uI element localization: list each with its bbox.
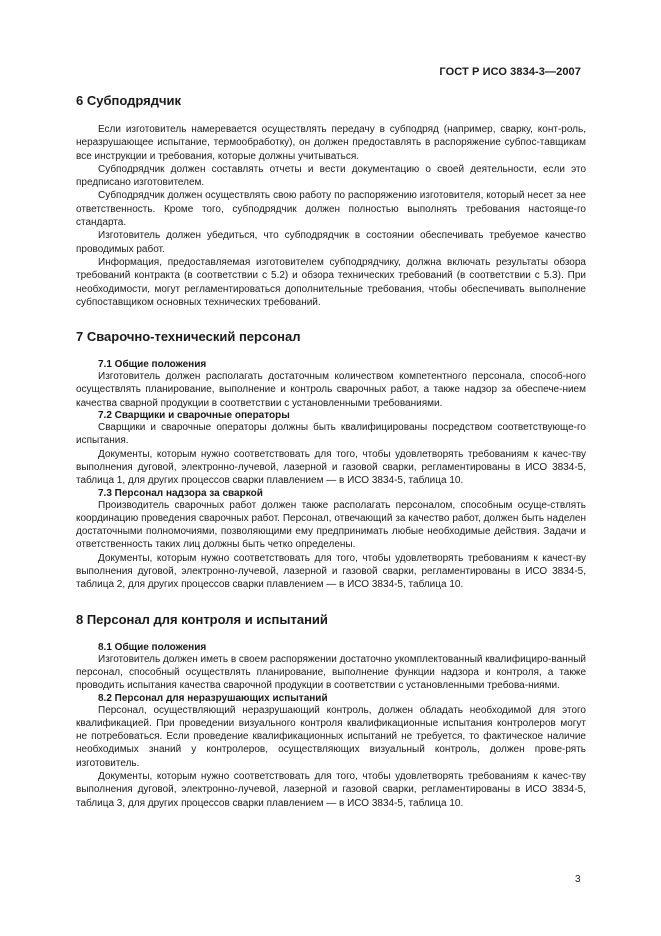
- standard-code: ГОСТ Р ИСО 3834-3—2007: [439, 66, 581, 78]
- paragraph: Сварщики и сварочные операторы должны быть квалифицированы посредством соответствующе-го испытания.: [76, 422, 586, 447]
- document-body: [76, 93, 586, 810]
- paragraph: Документы, которым нужно соответствовать для того, чтобы удовлетворять требованиям к качес-тву выполнения дуговой, электронно-лучевой, лазерной и газовой сварки, регламентированы в ИСО 3834-5, таблица 3, для других процессов сварки плавлением — в ИСО 3834-5, таблица 10.: [76, 770, 586, 809]
- section-6-paragraphs: [76, 123, 586, 309]
- subsection-8-2-title: 8.2 Персонал для неразрушающих испытаний: [98, 692, 328, 704]
- subsection-7-1-title: 7.1 Общие положения: [98, 359, 207, 371]
- subsection-8-1-title: 8.1 Общие положения: [98, 641, 207, 653]
- page-number: 3: [575, 874, 581, 885]
- paragraph: Если изготовитель намеревается осуществлять передачу в субподряд (например, сварку, конт-роль, неразрушающее испытание, термообработку), он должен предоставлять в распоряжение субпос-тавщикам все инструкции и требования, которые должны учитываться.: [76, 124, 586, 162]
- section-7-title: 7 Сварочно-технический персонал: [76, 329, 301, 345]
- paragraph: Информация, предоставляемая изготовителем субподрядчику, должна включать результаты обзора требований контракта (в соответствии с 5.2) и обзора технических требований (в соответствии с 5.3). При необходимости, могут регламентироваться дополнительные требования, чтобы обеспечивать выполнение субпоставщиком основных технических требований.: [76, 256, 586, 308]
- paragraph: Изготовитель должен убедиться, что субподрядчик в состоянии обеспечивать требуемое качество проводимых работ.: [76, 230, 586, 255]
- section-8-title: 8 Персонал для контроля и испытаний: [76, 611, 328, 627]
- paragraph: Субподрядчик должен осуществлять свою работу по распоряжению изготовителя, который несет за нее ответственность. Кроме того, субподрядчик должен полностью выполнять требования настояще-го стандарта.: [76, 190, 586, 229]
- section-6-title: 6 Субподрядчик: [76, 93, 182, 108]
- paragraph: Документы, которым нужно соответствовать для того, чтобы удовлетворять требованиям к качест-ву выполнения дуговой, электронно-лучевой, лазерной и газовой сварки, регламентированы в ИСО 3834-5, таблица 2, для других процессов сварки плавлением — в ИСО 3834-5, таблица 10.: [76, 552, 586, 591]
- paragraph: Изготовитель должен располагать достаточным количеством компетентного персонала, способ-ного осуществлять планирование, выполнение и контроль сварочных работ, а также надзор за обеспече-нием качества сварной продукции в соответствии с установленными требованиями.: [76, 371, 586, 409]
- paragraph: Субподрядчик должен составлять отчеты и вести документацию о своей деятельности, если это предписано изготовителем.: [76, 163, 586, 189]
- subsection-7-2-title: 7.2 Сварщики и сварочные операторы: [98, 410, 290, 422]
- paragraph: Документы, которым нужно соответствовать для того, чтобы удовлетворять требованиям к качес-тву выполнения дуговой, электронно-лучевой, лазерной и газовой сварки, регламентированы в ИСО 3834-5, таблица 1, для других процессов сварки плавлением — в ИСО 3834-5, таблица 10.: [76, 448, 586, 487]
- subsection-7-3-title: 7.3 Персонал надзора за сваркой: [98, 487, 263, 499]
- paragraph: Персонал, осуществляющий неразрушающий контроль, должен обладать необходимой для этого квалификацией. При проведении визуального контроля квалификационные испытания контролеров могут не потребоваться. Если проведение квалификационных испытаний не требуется, то фактическое наличие необходимых знаний у контролеров, осуществляющих визуальный контроль, должен прове-рять изготовитель.: [76, 704, 586, 769]
- paragraph: Производитель сварочных работ должен также располагать персоналом, способным осуще-ствлять координацию проведения сварочных работ. Персонал, отвечающий за качество работ, должен быть наделен достаточными полномочиями, позволяющими ему предпринимать любые необходимые действия. Задачи и ответственность таких лиц должны быть четко определены.: [76, 499, 586, 551]
- paragraph: Изготовитель должен иметь в своем распоряжении достаточно укомплектованный квалифициро-ванный персонал, способный осуществлять планирование, выполнение функции надзора и контроля, а также проводить испытания качества сварочной продукции в соответствии с установленными требова-ниями.: [76, 653, 586, 692]
